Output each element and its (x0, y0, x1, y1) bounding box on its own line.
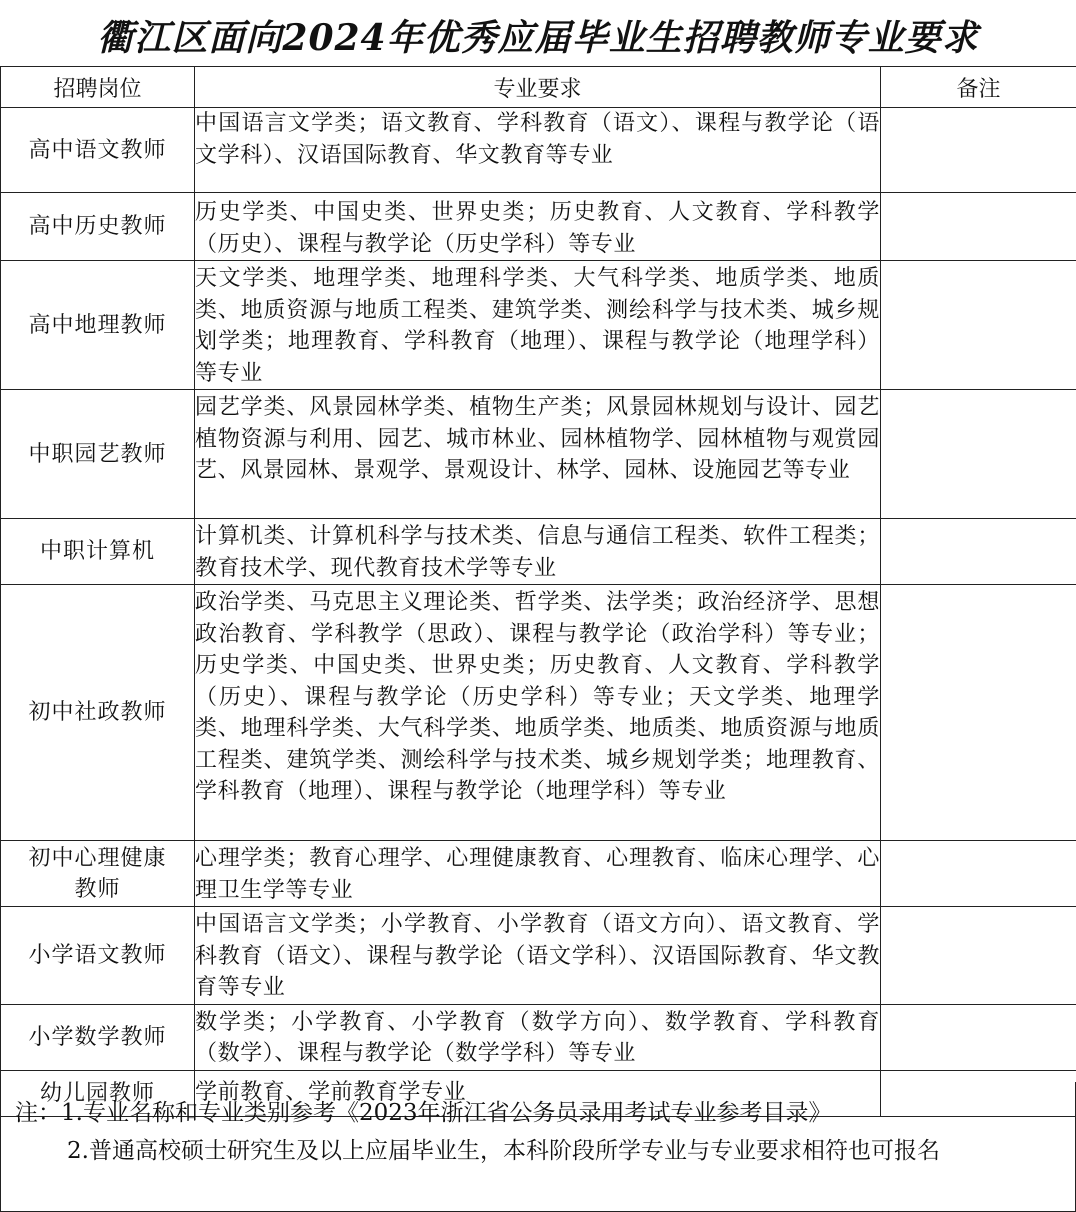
table-header-row (1, 67, 1076, 108)
table-row (1, 907, 1076, 1005)
requirement-cell: 计算机类、计算机科学与技术类、信息与通信工程类、软件工程类；教育技术学、现代教育技术学等专业 (195, 519, 881, 585)
note-line-2: 2.普通高校硕士研究生及以上应届毕业生，本科阶段所学专业与专业要求相符也可报名 (67, 1138, 940, 1164)
position-cell: 高中地理教师 (1, 261, 195, 390)
requirement-cell: 中国语言文学类；语文教育、学科教育（语文）、课程与教学论（语文学科）、汉语国际教育、华文教育等专业 (195, 108, 881, 193)
remark-cell (881, 907, 1076, 1005)
table-row (1, 108, 1076, 193)
note-line-1: 注：1.专业名称和专业类别参考《2023年浙江省公务员录用考试专业参考目录》 (15, 1100, 832, 1126)
position-cell: 小学数学教师 (1, 1004, 195, 1070)
document-title: 衢江区面向2024年优秀应届毕业生招聘教师专业要求 (97, 17, 979, 59)
table-row (1, 585, 1076, 841)
requirements-table (0, 66, 1076, 1117)
position-cell: 高中历史教师 (1, 193, 195, 261)
notes-section (0, 1082, 1076, 1212)
requirement-cell: 天文学类、地理学类、地理科学类、大气科学类、地质学类、地质类、地质资源与地质工程类、建筑学类、测绘科学与技术类、城乡规划学类；地理教育、学科教育（地理）、课程与教学论（地理学科）等专业 (195, 261, 881, 390)
table-row (1, 1004, 1076, 1070)
header-requirement: 专业要求 (195, 67, 881, 108)
remark-cell (881, 193, 1076, 261)
requirement-cell: 学前教育、学前教育学专业 (195, 1070, 881, 1116)
position-cell: 高中语文教师 (1, 108, 195, 193)
remark-cell (881, 1004, 1076, 1070)
remark-cell (881, 108, 1076, 193)
table-row (1, 841, 1076, 907)
table-row (1, 390, 1076, 519)
table-row (1, 519, 1076, 585)
remark-cell (881, 841, 1076, 907)
remark-cell (881, 261, 1076, 390)
position-cell: 初中心理健康教师 (1, 841, 195, 907)
header-position: 招聘岗位 (1, 67, 195, 108)
remark-cell (881, 519, 1076, 585)
table-row (1, 193, 1076, 261)
table-row (1, 261, 1076, 390)
header-remark: 备注 (881, 67, 1076, 108)
requirement-cell: 心理学类；教育心理学、心理健康教育、心理教育、临床心理学、心理卫生学等专业 (195, 841, 881, 907)
requirement-cell: 中国语言文学类；小学教育、小学教育（语文方向）、语文教育、学科教育（语文）、课程与教学论（语文学科）、汉语国际教育、华文教育等专业 (195, 907, 881, 1005)
remark-cell (881, 390, 1076, 519)
position-cell: 小学语文教师 (1, 907, 195, 1005)
position-cell: 中职计算机 (1, 519, 195, 585)
requirement-cell: 园艺学类、风景园林学类、植物生产类；风景园林规划与设计、园艺植物资源与利用、园艺、城市林业、园林植物学、园林植物与观赏园艺、风景园林、景观学、景观设计、林学、园林、设施园艺等专业 (195, 390, 881, 519)
position-cell: 幼儿园教师 (1, 1070, 195, 1116)
requirement-cell: 历史学类、中国史类、世界史类；历史教育、人文教育、学科教学（历史）、课程与教学论（历史学科）等专业 (195, 193, 881, 261)
remark-cell (881, 585, 1076, 841)
requirement-cell: 政治学类、马克思主义理论类、哲学类、法学类；政治经济学、思想政治教育、学科教学（思政）、课程与教学论（政治学科）等专业；历史学类、中国史类、世界史类；历史教育、人文教育、学科教学（历史）、课程与教学论（历史学科）等专业；天文学类、地理学类、地理科学类、大气科学类、地质学类、地质类、地质资源与地质工程类、建筑学类、测绘科学与技术类、城乡规划学类；地理教育、学科教育（地理）、课程与教学论（地理学科）等专业 (195, 585, 881, 841)
position-cell: 初中社政教师 (1, 585, 195, 841)
requirement-cell: 数学类；小学教育、小学教育（数学方向）、数学教育、学科教育（数学）、课程与教学论（数学学科）等专业 (195, 1004, 881, 1070)
position-cell: 中职园艺教师 (1, 390, 195, 519)
